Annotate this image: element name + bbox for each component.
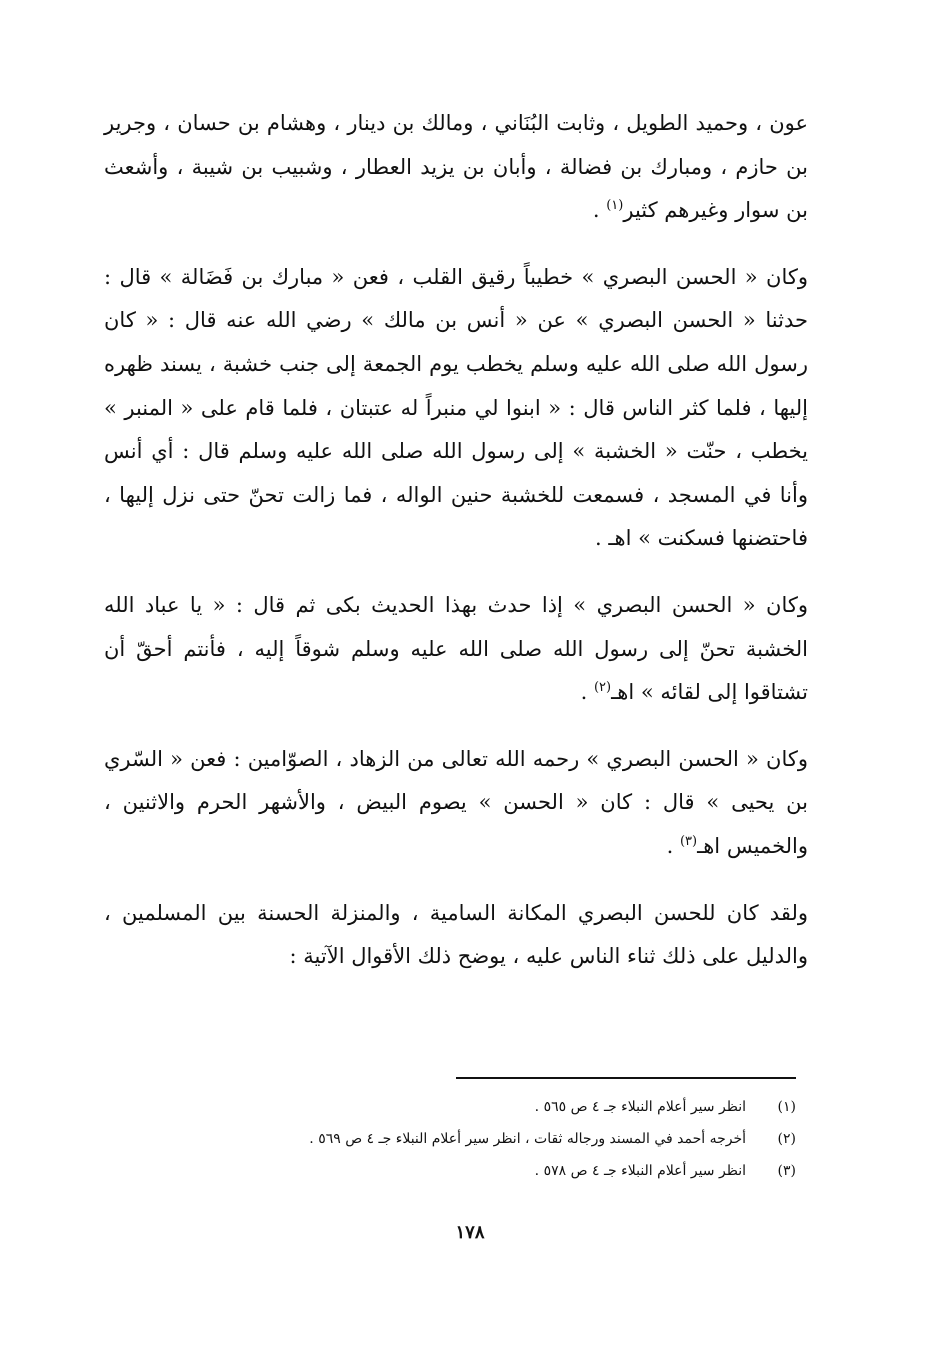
paragraph-5: ولقد كان للحسن البصري المكانة السامية ، والمنزلة الحسنة بين المسلمين ، والدليل على ذلك ثناء الناس عليه ، يوضح ذلك الأقوال الآتية : — [104, 900, 808, 969]
footnotes — [309, 1091, 796, 1187]
paragraph-2: وكان « الحسن البصري » خطيباً رقيق القلب ، فعن « مبارك بن فَضَالة » قال : حدثنا « الحسن البصري » عن « أنس بن مالك » رضي الله عنه قال : « كان رسول الله صلى الله عليه وسلم يخطب يوم الجمعة إلى جنب خشبة ، يسند ظهره إليها ، فلما كثر الناس قال : « ابنوا لي منبراً له عتبتان ، فلما قام على « المنبر » يخطب ، حنّت « الخشبة » إلى رسول الله صلى الله عليه وسلم قال : أي أنس وأنا في المسجد ، فسمعت للخشبة حنين الواله ، فما زالت تحنّ حتى نزل إليها ، فاحتضنها فسكنت » اهـ . — [104, 264, 808, 551]
footnote-number: (١) — [777, 1099, 796, 1115]
footnote-1 — [456, 1091, 796, 1123]
page-number: ١٧٨ — [455, 1222, 485, 1243]
footnote-marker-1: (١) — [606, 198, 624, 214]
footnote-number: (٢) — [777, 1131, 796, 1147]
paragraph-3-text: وكان « الحسن البصري » إذا حدث بهذا الحديث بكى ثم قال : « يا عباد الله الخشبة تحنّ إلى رسول الله صلى الله عليه وسلم شوقاً إليه ، فأنتم أحقّ أن تشتاقوا إلى لقائه » اهـ — [104, 592, 808, 705]
paragraph-4-text: وكان « الحسن البصري » رحمه الله تعالى من الزهاد ، الصوّامين : فعن « السّري بن يحيى » قال : كان « الحسن » يصوم البيض ، والأشهر الحرم والاثنين ، والخميس اهـ — [104, 746, 808, 858]
footnote-number: (٣) — [777, 1163, 796, 1179]
footnote-text: انظر سير أعلام النبلاء جـ ٤ ص ٥٦٥ . — [534, 1099, 746, 1115]
paragraph-1-text: عون ، وحميد الطويل ، وثابت البُنَاني ، ومالك بن دينار ، وهشام بن حسان ، وجرير بن حازم ، ومبارك بن فضالة ، وأبان بن يزيد العطار ، وشبيب بن شيبة ، وأشعث بن سوار وغيرهم كثير — [104, 111, 808, 223]
paragraph-4 — [104, 738, 808, 869]
paragraph-1-end: . — [592, 198, 607, 223]
footnote-divider — [456, 1077, 796, 1079]
footnote-3 — [456, 1155, 796, 1187]
paragraph-4-end: . — [666, 833, 680, 858]
footnote-text: أخرجه أحمد في المسند ورجاله ثقات ، انظر سير أعلام النبلاء جـ ٤ ص ٥٦٩ . — [309, 1131, 746, 1147]
paragraph-1 — [104, 102, 808, 233]
paragraph-3-end: . — [580, 680, 594, 705]
footnote-marker-2: (٢) — [593, 680, 612, 696]
footnote-marker-3: (٣) — [679, 833, 698, 849]
footnote-text: انظر سير أعلام النبلاء جـ ٤ ص ٥٧٨ . — [534, 1163, 746, 1179]
paragraph-3 — [104, 584, 808, 715]
footnote-2 — [309, 1123, 796, 1155]
main-text — [104, 102, 808, 979]
